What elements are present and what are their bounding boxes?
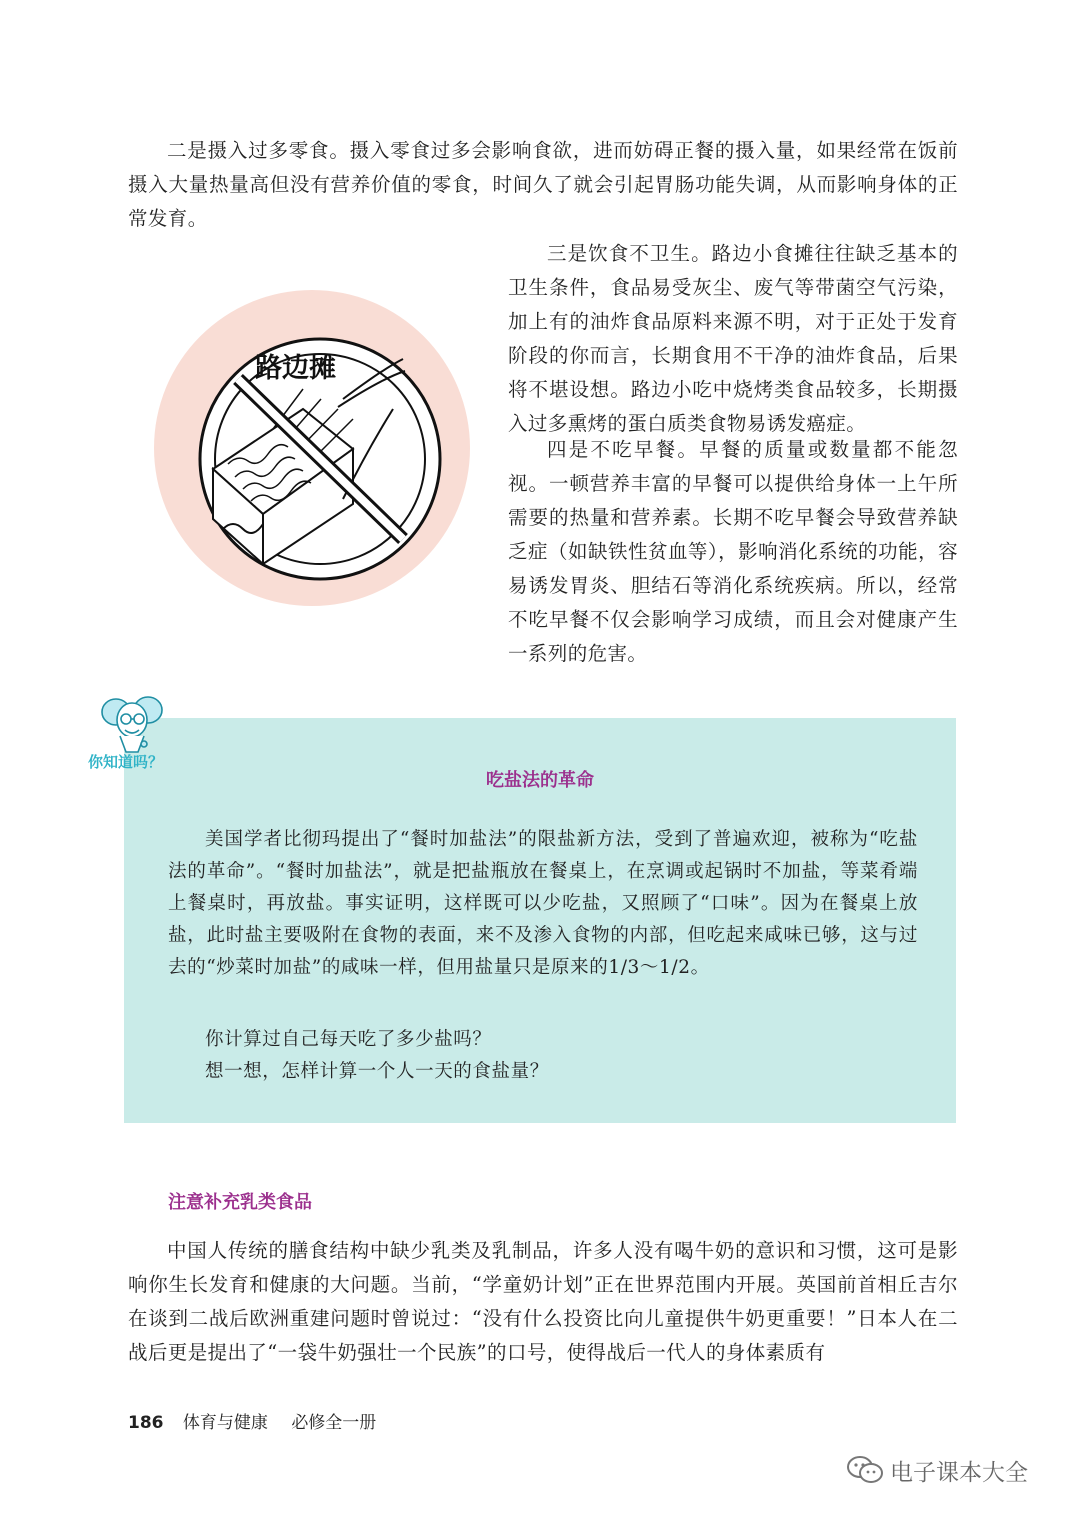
paragraph-breakfast: 四是不吃早餐。早餐的质量或数量都不能忽视。一顿营养丰富的早餐可以提供给身体一上午所需要的热量和营养素。长期不吃早餐会导致营养缺乏症（如缺铁性贫血等），影响消化系统的功能，容易诱发胃炎、胆结石等消化系统疾病。所以，经常不吃早餐不仅会影响学习成绩，而且会对健康产生一系列的危害。 xyxy=(508,438,958,665)
box-question-1: 你计算过自己每天吃了多少盐吗？ xyxy=(205,1029,492,1050)
professor-mascot-icon xyxy=(102,697,162,752)
watermark xyxy=(846,1452,1028,1488)
page-footer xyxy=(128,1408,376,1433)
box-paragraph: 美国学者比彻玛提出了“餐时加盐法”的限盐新方法，受到了普遍欢迎，被称为“吃盐法的革命”。“餐时加盐法”，就是把盐瓶放在餐桌上，在烹调或起锅时不加盐，等菜肴端上餐桌时，再放盐。事实证明，这样既可以少吃盐，又照顾了“口味”。因为在餐桌上放盐，此时盐主要吸附在食物的表面，来不及渗入食物的内部，但吃起来咸味已够，这与过去的“炒菜时加盐”的咸味一样，但用盐量只是原来的1/3～1/2。 xyxy=(168,829,918,978)
paragraph-milk: 中国人传统的膳食结构中缺少乳类及乳制品，许多人没有喝牛奶的意识和习惯，这可是影响你生长发育和健康的大问题。当前，“学童奶计划”正在世界范围内开展。英国前首相丘吉尔在谈到二战后欧洲重建问题时曾说过：“没有什么投资比向儿童提供牛奶更重要！”日本人在二战后更是提出了“一袋牛奶强壮一个民族”的口号，使得战后一代人的身体素质有 xyxy=(128,1239,958,1364)
box-question-2: 想一想，怎样计算一个人一天的食盐量？ xyxy=(205,1061,549,1082)
no-roadside-stall-illustration xyxy=(153,289,471,607)
box-title: 吃盐法的革命 xyxy=(486,770,594,791)
section-heading: 注意补充乳类食品 xyxy=(168,1192,312,1213)
book-title: 体育与健康 xyxy=(182,1413,268,1433)
paragraph-hygiene: 三是饮食不卫生。路边小食摊往往缺乏基本的卫生条件，食品易受灰尘、废气等带菌空气污染，加上有的油炸食品原料来源不明，对于正处于发育阶段的你而言，长期食用不干净的油炸食品，后果将不堪设想。路边小吃中烧烤类食品较多，长期摄入过多熏烤的蛋白质类食物易诱发癌症。 xyxy=(508,242,958,435)
paragraph-snacks: 二是摄入过多零食。摄入零食过多会影响食欲，进而妨碍正餐的摄入量，如果经常在饭前摄入大量热量高但没有营养价值的零食，时间久了就会引起胃肠功能失调，从而影响身体的正常发育。 xyxy=(128,139,958,230)
sign-label: 路边摊 xyxy=(255,353,336,384)
watermark-text: 电子课本大全 xyxy=(890,1459,1028,1486)
page-number: 186 xyxy=(128,1413,164,1433)
badge-label: 你知道吗？ xyxy=(88,753,164,771)
did-you-know-box xyxy=(124,718,956,1123)
wechat-icon xyxy=(846,1454,884,1486)
did-you-know-badge xyxy=(86,688,178,773)
volume-label: 必修全一册 xyxy=(291,1413,377,1433)
